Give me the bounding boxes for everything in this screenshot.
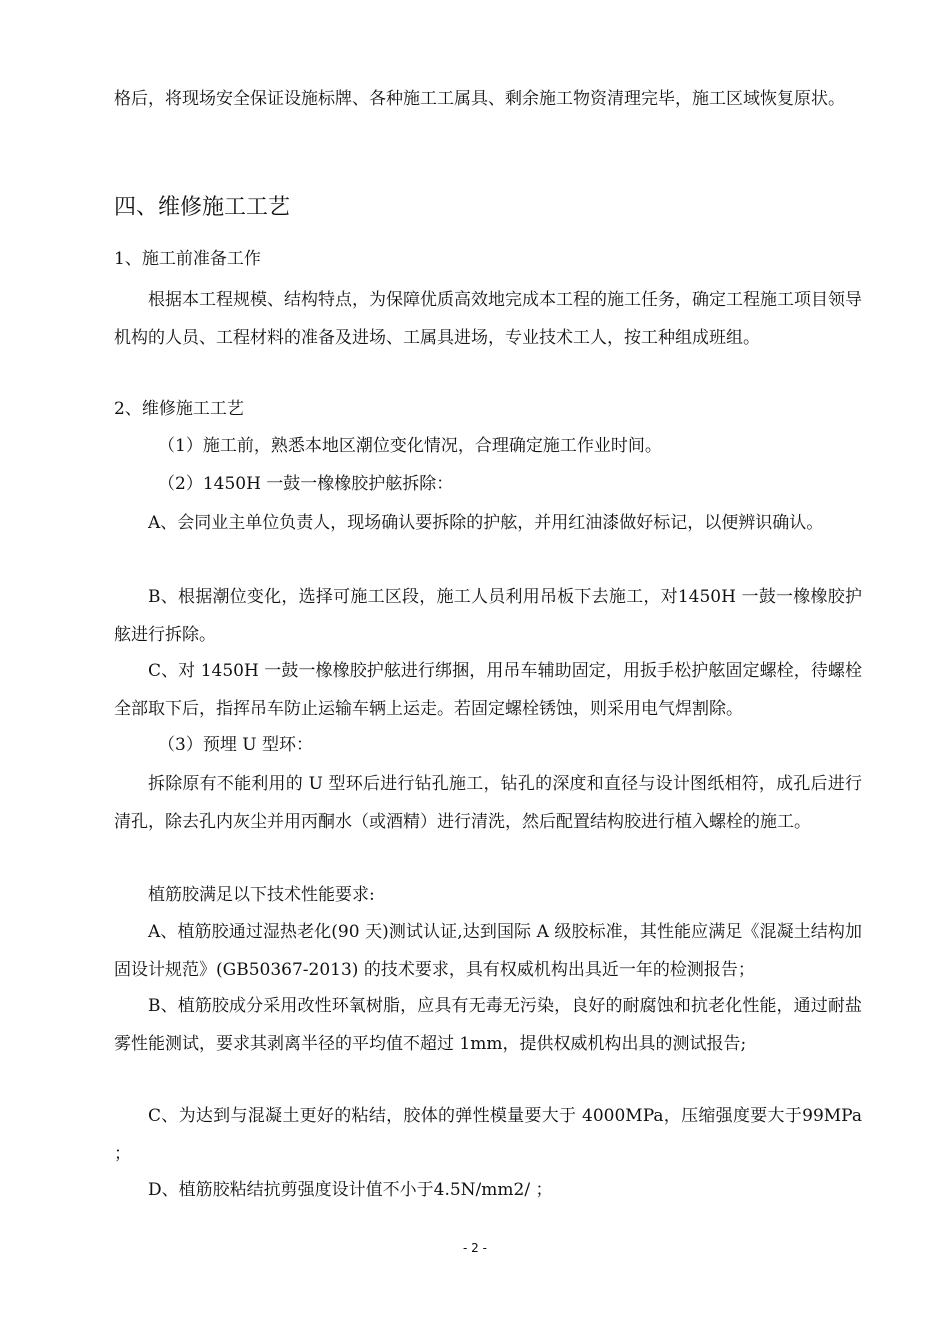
paragraph-drilling: 拆除原有不能利用的 U 型环后进行钻孔施工，钻孔的深度和直径与设计图纸相符，成孔后进行清孔，除去孔内灰尘并用丙酮水（或酒精）进行清洗，然后配置结构胶进行植入螺栓的施工。: [114, 774, 862, 832]
paragraph-requirements: 植筋胶满足以下技术性能要求:: [148, 885, 375, 905]
item-2: （2）1450H 一鼓一橡橡胶护舷拆除：: [158, 474, 454, 494]
item-1: （1）施工前，熟悉本地区潮位变化情况，合理确定施工作业时间。: [158, 436, 662, 456]
requirement-a: A、植筋胶通过湿热老化(90 天)测试认证,达到国际 A 级胶标准，其性能应满足《混凝土结构加固设计规范》(GB50367-2013) 的技术要求，具有权威机构出具近一年的检测报告；: [114, 922, 862, 980]
paragraph-continuation: 格后，将现场安全保证设施标牌、各种施工工属具、剩余施工物资清理完毕，施工区域恢复原状。: [114, 89, 845, 109]
step-b-remove: B、根据潮位变化，选择可施工区段，施工人员利用吊板下去施工，对1450H 一鼓一橡橡胶护舷进行拆除。: [114, 587, 862, 645]
step-a-mark: A、会同业主单位负责人，现场确认要拆除的护舷，并用红油漆做好标记，以便辨识确认。: [148, 513, 824, 533]
item-3: （3）预埋 U 型环：: [158, 735, 313, 755]
section-heading: 四、维修施工工艺: [114, 195, 291, 220]
page-number: - 2 -: [463, 1241, 487, 1255]
requirement-c: C、为达到与混凝土更好的粘结，胶体的弹性模量要大于 4000MPa，压缩强度要大于99MPa ；: [114, 1106, 862, 1164]
subsection-title-1: 1、施工前准备工作: [114, 249, 261, 269]
step-c-bind: C、对 1450H 一鼓一橡橡胶护舷进行绑捆，用吊车辅助固定，用扳手松护舷固定螺栓，待螺栓全部取下后，指挥吊车防止运输车辆上运走。若固定螺栓锈蚀，则采用电气焊割除。: [114, 661, 862, 719]
requirement-b: B、植筋胶成分采用改性环氧树脂，应具有无毒无污染，良好的耐腐蚀和抗老化性能，通过耐盐雾性能测试，要求其剥离半径的平均值不超过 1mm，提供权威机构出具的测试报告;: [114, 996, 862, 1054]
paragraph-preparation: 根据本工程规模、结构特点，为保障优质高效地完成本工程的施工任务，确定工程施工项目领导机构的人员、工程材料的准备及进场、工属具进场，专业技术工人，按工种组成班组。: [114, 290, 862, 348]
requirement-d: D、植筋胶粘结抗剪强度设计值不小于4.5N/mm2/ ；: [148, 1180, 553, 1200]
subsection-title-2: 2、维修施工工艺: [114, 399, 244, 419]
